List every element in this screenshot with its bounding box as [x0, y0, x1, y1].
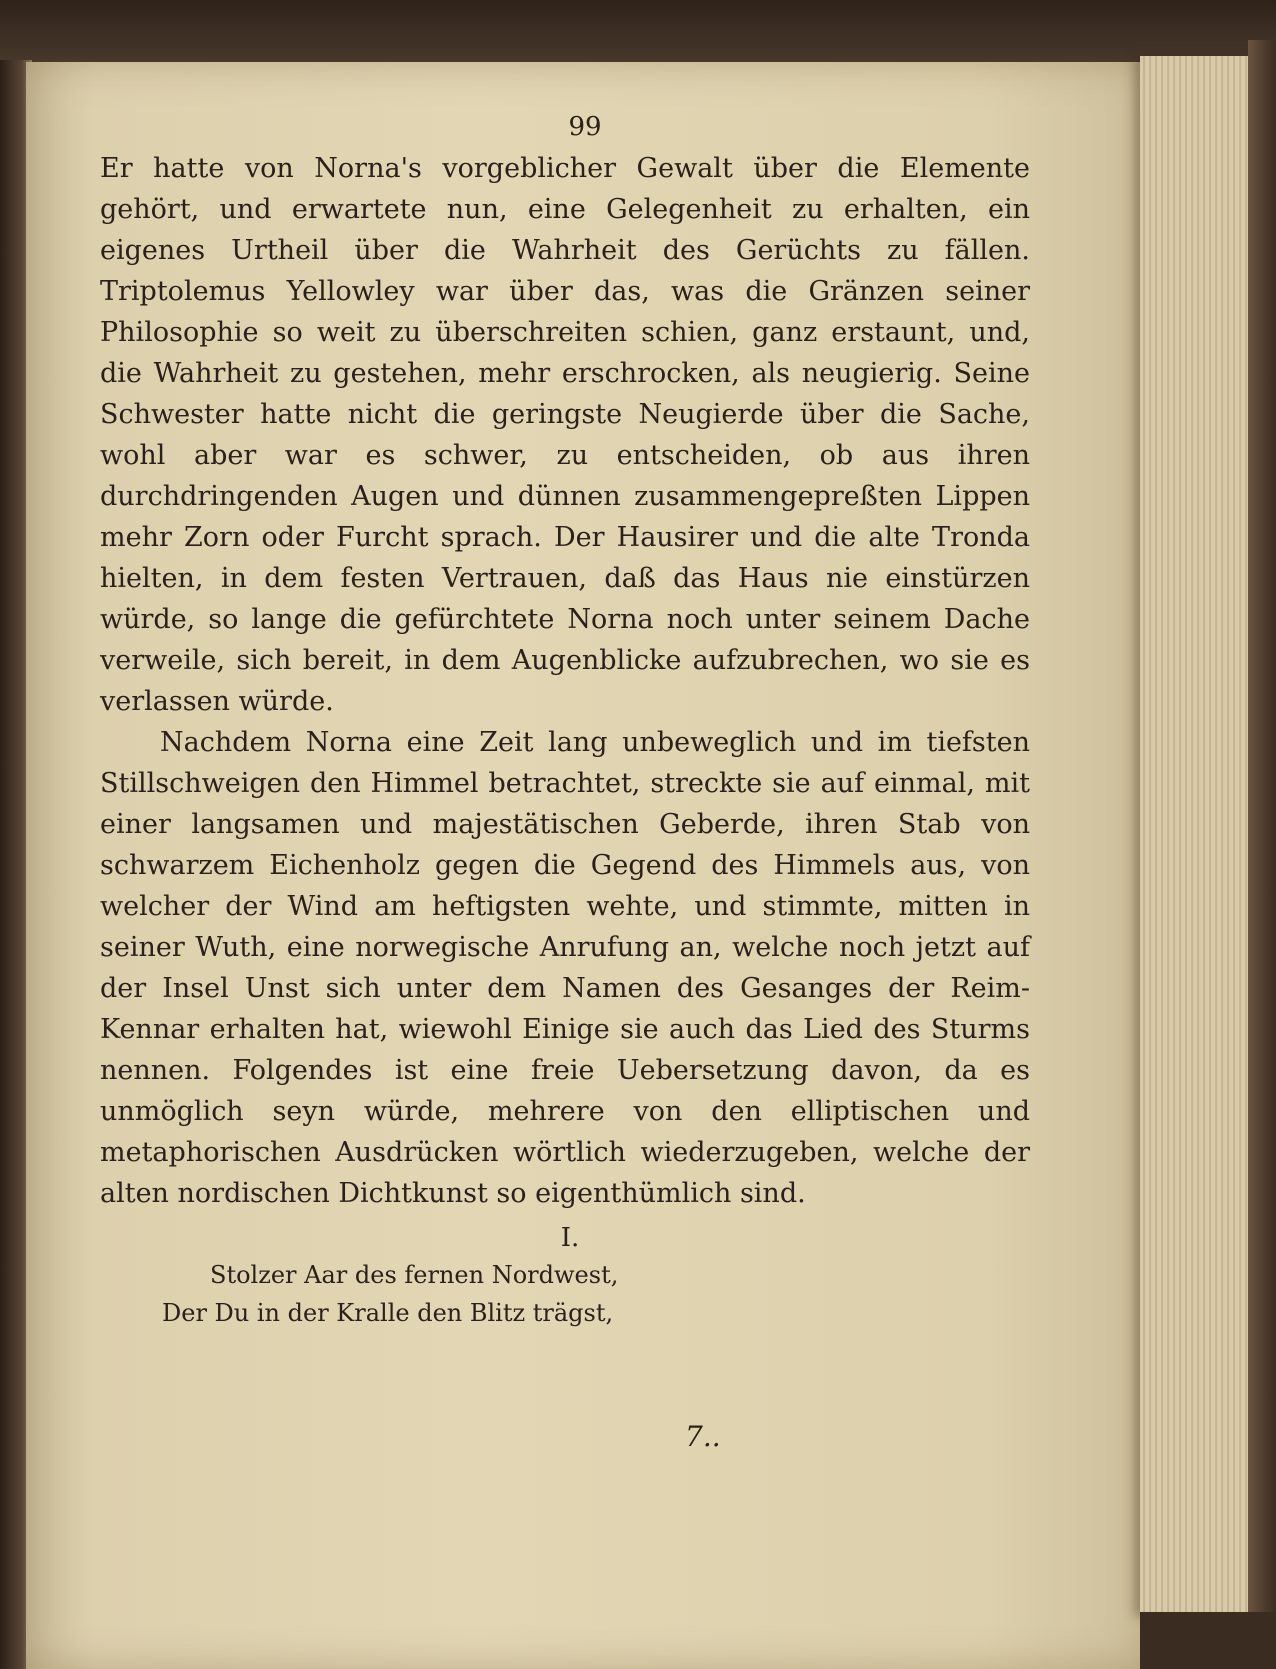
signature-mark: 7..: [685, 1420, 721, 1453]
book-cover-bottom: [1140, 1612, 1276, 1669]
poem-line-1: Stolzer Aar des fernen Nordwest,: [210, 1261, 619, 1289]
paragraph-2: Nachdem Norna eine Zeit lang unbeweglich und im tiefsten Stillschweigen den Himmel betrachtet, streckte sie auf einmal, mit einer langsamen und majestätischen Geberde, ihren Stab von schwarzem Eichenholz gegen die Gegend des Himmels aus, von welcher der Wind am heftigsten wehte, und stimmte, mitten in seiner Wuth, eine norwegische Anrufung an, welche noch jetzt auf der Insel Unst sich unter dem Namen des Gesanges der Reim-Kennar erhalten hat, wiewohl Einige sie auch das Lied des Sturms nennen. Folgendes ist eine freie Uebersetzung davon, da es unmöglich seyn würde, mehrere von den elliptischen und metaphorischen Ausdrücken wörtlich wiederzugeben, welche der alten nordischen Dichtkunst so eigenthümlich sind.: [100, 727, 1030, 1209]
page-text-block: [100, 110, 1030, 1332]
poem: [100, 1220, 1030, 1332]
stanza-number: I.: [560, 1223, 580, 1253]
page-stack-edges: [1140, 56, 1258, 1616]
body-text: [100, 148, 1030, 1214]
book-cover-right: [1248, 40, 1276, 1669]
page-number: 99: [568, 112, 602, 142]
book-cover-top: [0, 0, 1276, 68]
poem-line-2: Der Du in der Kralle den Blitz trägst,: [162, 1299, 614, 1327]
paragraph-1: Er hatte von Norna's vorgeblicher Gewalt über die Elemente gehört, und erwartete nun, eine Gelegenheit zu erhalten, ein eigenes Urtheil über die Wahrheit des Gerüchts zu fällen. Triptolemus Yellowley war über das, was die Gränzen seiner Philosophie so weit zu überschreiten schien, ganz erstaunt, und, die Wahrheit zu gestehen, mehr erschrocken, als neugierig. Seine Schwester hatte nicht die geringste Neugierde über die Sache, wohl aber war es schwer, zu entscheiden, ob aus ihren durchdringenden Augen und dünnen zusammengepreßten Lippen mehr Zorn oder Furcht sprach. Der Hausirer und die alte Tronda hielten, in dem festen Vertrauen, daß das Haus nie einstürzen würde, so lange die gefürchtete Norna noch unter seinem Dache verweile, sich bereit, in dem Augenblicke aufzubrechen, wo sie es verlassen würde.: [100, 153, 1030, 717]
